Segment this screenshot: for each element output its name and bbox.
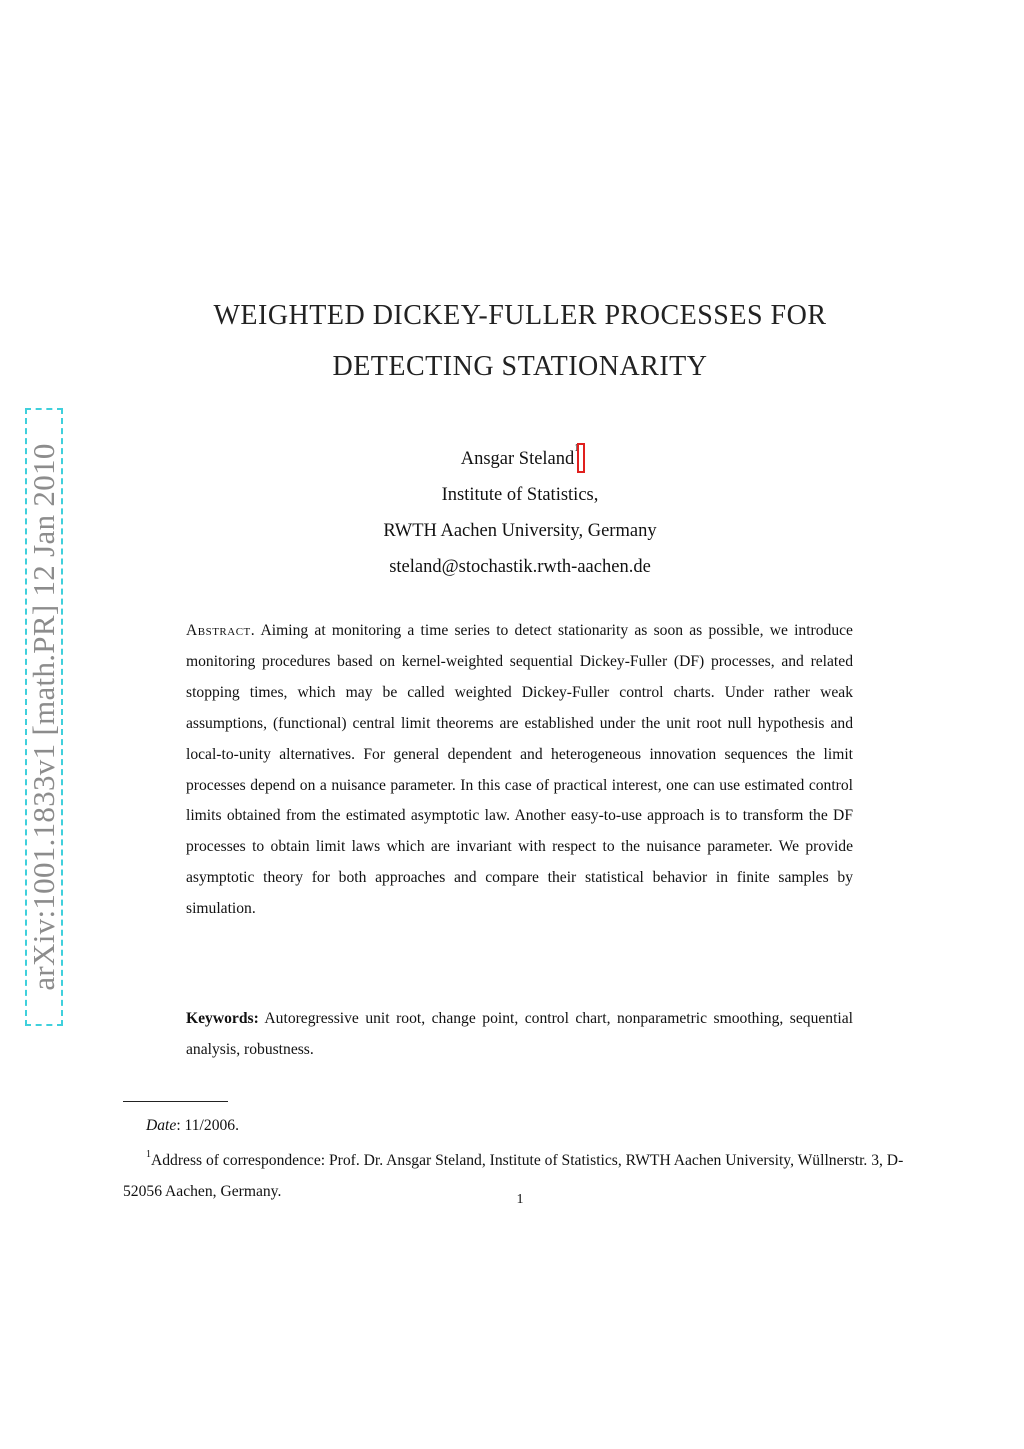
address-text: Address of correspondence: Prof. Dr. Ansgar Steland, Institute of Statistics, RWTH Aachen University, Wüllnerstr. 3, D-52056 Aachen, Germany. bbox=[123, 1152, 904, 1201]
abstract bbox=[186, 616, 853, 925]
footnote-link-box[interactable] bbox=[577, 443, 585, 473]
arxiv-id: arXiv:1001.1833v1 [math.PR] 12 Jan 2010 bbox=[26, 443, 61, 991]
affiliation-line-2: RWTH Aachen University, Germany bbox=[383, 521, 657, 541]
author-line bbox=[120, 443, 920, 470]
author-name: Ansgar Steland bbox=[460, 449, 575, 470]
keywords-label: Keywords: bbox=[186, 1010, 259, 1027]
author-name-wrapper bbox=[460, 443, 580, 470]
affiliation-line-1: Institute of Statistics, bbox=[441, 485, 599, 505]
arxiv-stamp[interactable] bbox=[25, 408, 63, 1026]
footnote-date bbox=[123, 1110, 918, 1141]
abstract-label: Abstract. bbox=[186, 622, 256, 639]
keywords bbox=[186, 1004, 853, 1066]
keywords-text: Autoregressive unit root, change point, control chart, nonparametric smoothing, sequential analysis, robustness. bbox=[186, 1010, 853, 1058]
author-email: steland@stochastik.rwth-aachen.de bbox=[389, 557, 651, 577]
address-footnote-mark: 1 bbox=[146, 1149, 151, 1160]
page-number: 1 bbox=[516, 1192, 524, 1207]
footnote-rule bbox=[123, 1101, 228, 1102]
author-footnote-mark: 1 bbox=[574, 443, 580, 454]
paper-title-line-2: DETECTING STATIONARITY bbox=[332, 351, 708, 382]
paper-title-line-1: WEIGHTED DICKEY-FULLER PROCESSES FOR bbox=[213, 300, 827, 331]
date-label: Date bbox=[146, 1117, 177, 1134]
abstract-text: Aiming at monitoring a time series to detect stationarity as soon as possible, we introduce monitoring procedures based on kernel-weighted sequential Dickey-Fuller (DF) processes, and related stopping times, which may be called weighted Dickey-Fuller control charts. Under rather weak assumptions, (functional) central limit theorems are established under the unit root null hypothesis and local-to-unity alternatives. For general dependent and heterogeneous innovation sequences the limit processes depend on a nuisance parameter. In this case of practical interest, one can use estimated control limits obtained from the estimated asymptotic law. Another easy-to-use approach is to transform the DF processes to obtain limit laws which are invariant with respect to the nuisance parameter. We provide asymptotic theory for both approaches and compare their statistical behavior in finite samples by simulation. bbox=[186, 622, 853, 918]
date-value: : 11/2006. bbox=[176, 1117, 239, 1134]
